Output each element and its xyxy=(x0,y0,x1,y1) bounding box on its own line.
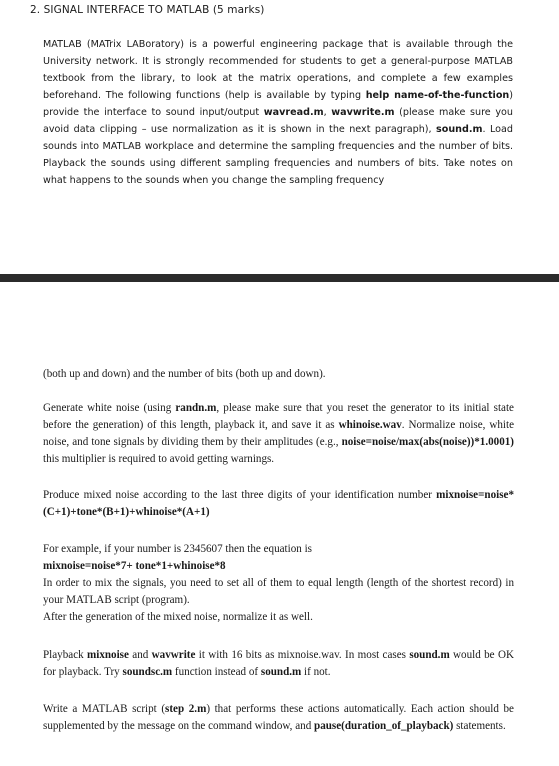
playback-text: function instead of xyxy=(172,666,261,678)
playback-bold-wavwrite: wavwrite xyxy=(151,649,196,661)
page-top-section xyxy=(0,0,559,250)
white-noise-bold-whinoise: whinoise.wav xyxy=(338,419,402,431)
intro-paragraph xyxy=(43,36,513,189)
page-divider xyxy=(0,274,559,282)
example-line: After the generation of the mixed noise, normalize it as well. xyxy=(43,611,313,623)
playback-bold-sound: sound.m xyxy=(260,666,302,678)
white-noise-bold-randn: randn.m xyxy=(175,402,217,414)
white-noise-text: . Normalize noise, white noise, and tone signals by dividing them by their amplitudes (e.g., xyxy=(43,419,514,448)
intro-text: , xyxy=(323,107,332,118)
playback-bold-sound: sound.m xyxy=(409,649,450,661)
playback-text: would be OK for playback. Try xyxy=(43,649,514,678)
script-paragraph xyxy=(43,701,514,735)
section-heading: 2. SIGNAL INTERFACE TO MATLAB (5 marks) xyxy=(30,4,265,16)
mixed-noise-text: Produce mixed noise according to the last three digits of your identification number xyxy=(43,489,437,501)
continuation-paragraph: (both up and down) and the number of bits (both up and down). xyxy=(43,368,326,380)
script-text: ) that performs these actions automatically. Each action should be supplemented by the message on the command window, and xyxy=(43,703,514,732)
intro-text: MATLAB (MATrix LABoratory) is a powerful engineering package that is available through the University network. It is strongly recommended for students to get a general-purpose MATLAB textbook from the library, to look at the matrix operations, and complete a few examples beforehand. The following functions (help is available by typing xyxy=(43,39,513,101)
example-paragraph xyxy=(43,541,514,626)
intro-text: (please make sure you avoid data clipping – use normalization as it is shown in the next paragraph), xyxy=(43,107,513,135)
playback-text: and xyxy=(128,649,152,661)
mixed-noise-equation: mixnoise=noise*(C+1)+tone*(B+1)+whinoise*(A+1) xyxy=(43,489,514,518)
white-noise-paragraph xyxy=(43,400,514,468)
intro-bold-help: help name-of-the-function xyxy=(365,90,510,101)
intro-text: ) provide the interface to sound input/output xyxy=(43,90,513,118)
playback-text: if not. xyxy=(301,666,331,678)
playback-text: it with 16 bits as mixnoise.wav. In most cases xyxy=(195,649,410,661)
white-noise-text: Generate white noise (using xyxy=(43,402,176,414)
script-text: Write a MATLAB script ( xyxy=(43,703,166,715)
example-line: In order to mix the signals, you need to set all of them to equal length (length of the shortest record) in your MATLAB script (program). xyxy=(43,577,514,606)
example-equation: mixnoise=noise*7+ tone*1+whinoise*8 xyxy=(43,560,226,572)
script-text: statements. xyxy=(453,720,506,732)
playback-bold-mixnoise: mixnoise xyxy=(87,649,129,661)
intro-bold-wavwrite: wavwrite.m xyxy=(331,107,395,118)
playback-text: Playback xyxy=(43,649,88,661)
intro-bold-sound: sound.m xyxy=(436,124,483,135)
intro-text: . Load sounds into MATLAB workplace and determine the sampling frequencies and the number of bits. Playback the sounds using different sampling frequencies and numbers of bits. Take notes on what happens to the sounds when you change the sampling frequency xyxy=(43,124,513,186)
intro-bold-wavread: wavread.m xyxy=(263,107,324,118)
mixed-noise-paragraph xyxy=(43,487,514,521)
playback-bold-soundsc: soundsc.m xyxy=(122,666,173,678)
white-noise-text: this multiplier is required to avoid getting warnings. xyxy=(43,453,275,465)
playback-paragraph xyxy=(43,647,514,681)
white-noise-bold-normalize: noise=noise/max(abs(noise))*1.0001) xyxy=(341,436,514,448)
script-bold-step: step 2.m xyxy=(165,703,207,715)
example-line: For example, if your number is 2345607 then the equation is xyxy=(43,543,312,555)
script-bold-pause: pause(duration_of_playback) xyxy=(314,720,454,732)
white-noise-text: , please make sure that you reset the generator to its initial state before the generation) of this length, playback it, and save it as xyxy=(43,402,514,431)
